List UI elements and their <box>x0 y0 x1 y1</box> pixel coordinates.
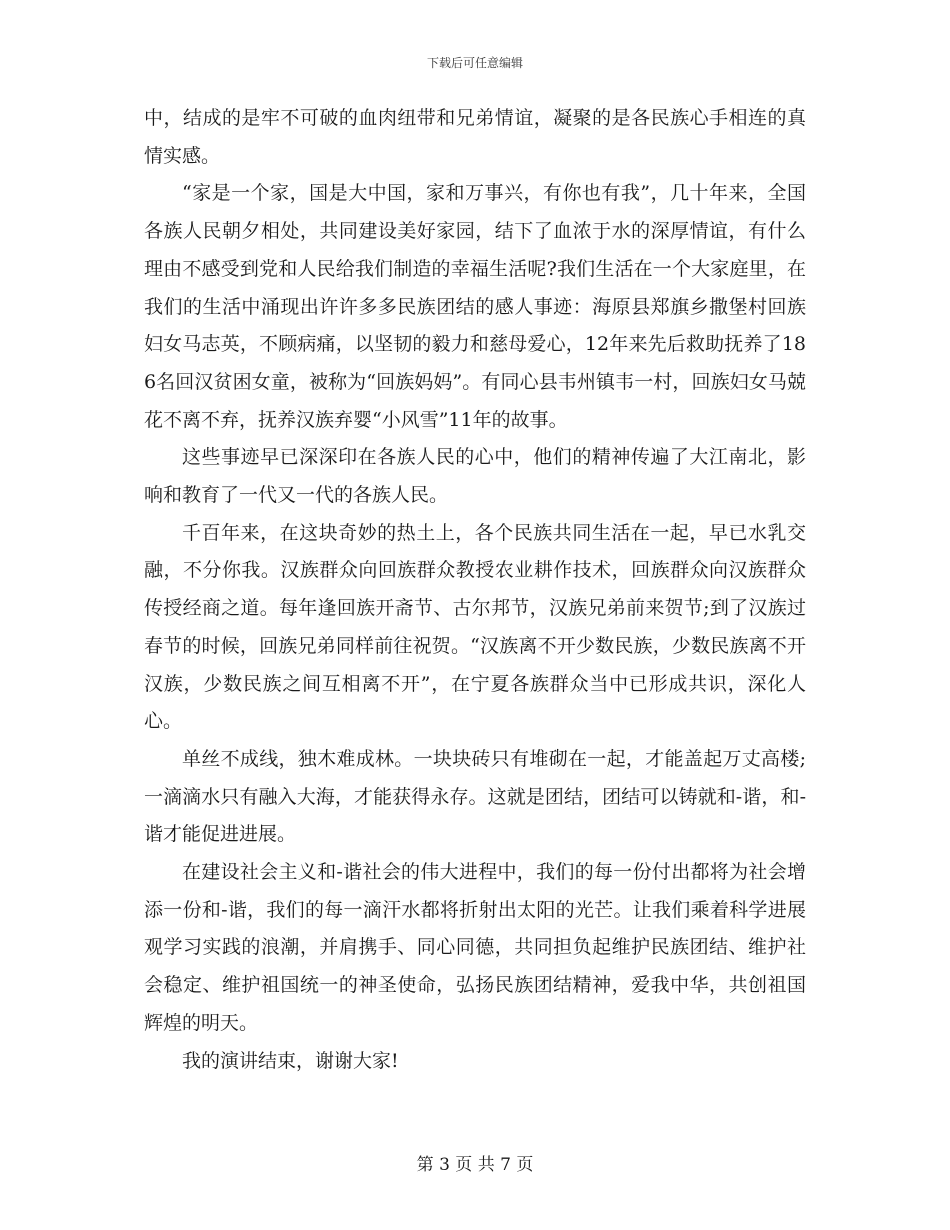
page-number: 第 3 页 共 7 页 <box>416 1155 534 1175</box>
paragraph-family-quote: “家是一个家，国是大中国，家和万事兴，有你也有我”，几十年来，全国各族人民朝夕相处，共同建设美好家园，结下了血浓于水的深厚情谊，有什么理由不感受到党和人民给我们制造的幸福生活呢?我们生活在一个大家庭里，在我们的生活中涌现出许许多多民族团结的感人事迹：海原县郑旗乡撒堡村回族妇女马志英，不顾病痛，以坚韧的毅力和慈母爱心，12年来先后救助抚养了186名回汉贫困女童，被称为“回族妈妈”。有同心县韦州镇韦一村，回族妇女马兢花不离不弃，抚养汉族弃婴“小风雪”11年的故事。 <box>144 182 806 431</box>
paragraph-closing: 我的演讲结束，谢谢大家! <box>182 1049 399 1072</box>
paragraph-history: 千百年来，在这块奇妙的热土上，各个民族共同生活在一起，早已水乳交融，不分你我。汉族群众向回族群众教授农业耕作技术，回族群众向汉族群众传授经商之道。每年逢回族开斋节、古尔邦节，汉族兄弟前来贺节;到了汉族过春节的时候，回族兄弟同样前往祝贺。“汉族离不开少数民族，少数民族离不开汉族，少数民族之间互相离不开”，在宁夏各族群众当中已形成共识，深化人心。 <box>144 521 806 733</box>
document-body <box>144 100 806 1080</box>
paragraph-harmony: 在建设社会主义和-谐社会的伟大进程中，我们的每一份付出都将为社会增添一份和-谐，我们的每一滴汗水都将折射出太阳的光芒。让我们乘着科学进展观学习实践的浪潮，并肩携手、同心同德，共同担负起维护民族团结、维护社会稳定、维护祖国统一的神圣使命，弘扬民族团结精神，爱我中华，共创祖国辉煌的明天。 <box>144 861 806 1034</box>
page-header: 下载后可任意编辑 <box>426 56 523 70</box>
paragraph-continuation: 中，结成的是牢不可破的血肉纽带和兄弟情谊，凝聚的是各民族心手相连的真情实感。 <box>144 107 806 167</box>
paragraph-unity: 单丝不成线，独木难成林。一块块砖只有堆砌在一起，才能盖起万丈高楼;一滴滴水只有融入大海，才能获得永存。这就是团结，团结可以铸就和-谐，和-谐才能促进进展。 <box>144 747 806 846</box>
paragraph-deeds: 这些事迹早已深深印在各族人民的心中，他们的精神传遍了大江南北，影响和教育了一代又一代的各族人民。 <box>144 446 806 507</box>
